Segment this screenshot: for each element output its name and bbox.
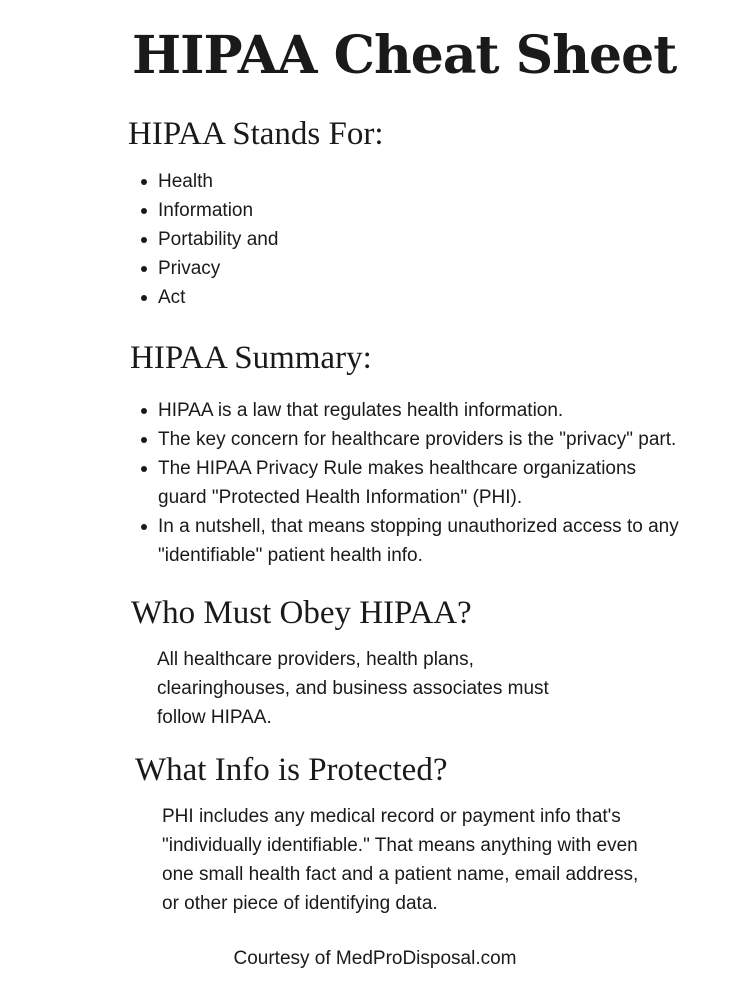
list-item: Information (130, 196, 530, 225)
list-item: Health (130, 167, 530, 196)
what-protected-text: PHI includes any medical record or payment info that's "individually identifiable." That means anything with even one small health fact and a patient name, email address, or other piece of identifying data. (162, 806, 639, 914)
who-must-obey-text: All healthcare providers, health plans, clearinghouses, and business associates must follow HIPAA. (157, 649, 549, 728)
what-protected-heading: What Info is Protected? (135, 752, 448, 788)
summary-list (130, 396, 735, 570)
list-item: The key concern for healthcare providers is the "privacy" part. (130, 425, 735, 454)
stands-for-heading: HIPAA Stands For: (128, 116, 384, 152)
list-item: Privacy (130, 254, 530, 283)
stands-for-list (130, 167, 530, 312)
page-title: HIPAA Cheat Sheet (132, 25, 677, 86)
summary-heading: HIPAA Summary: (130, 340, 372, 376)
list-item: Act (130, 283, 530, 312)
who-must-obey-heading: Who Must Obey HIPAA? (131, 595, 472, 631)
list-item: In a nutshell, that means stopping unauthorized access to any "identifiable" patient health info. (130, 512, 718, 570)
list-item: The HIPAA Privacy Rule makes healthcare organizations guard "Protected Health Information" (PHI). (130, 454, 688, 512)
list-item: HIPAA is a law that regulates health information. (130, 396, 735, 425)
list-item: Portability and (130, 225, 530, 254)
footer-credit: Courtesy of MedProDisposal.com (233, 948, 517, 969)
